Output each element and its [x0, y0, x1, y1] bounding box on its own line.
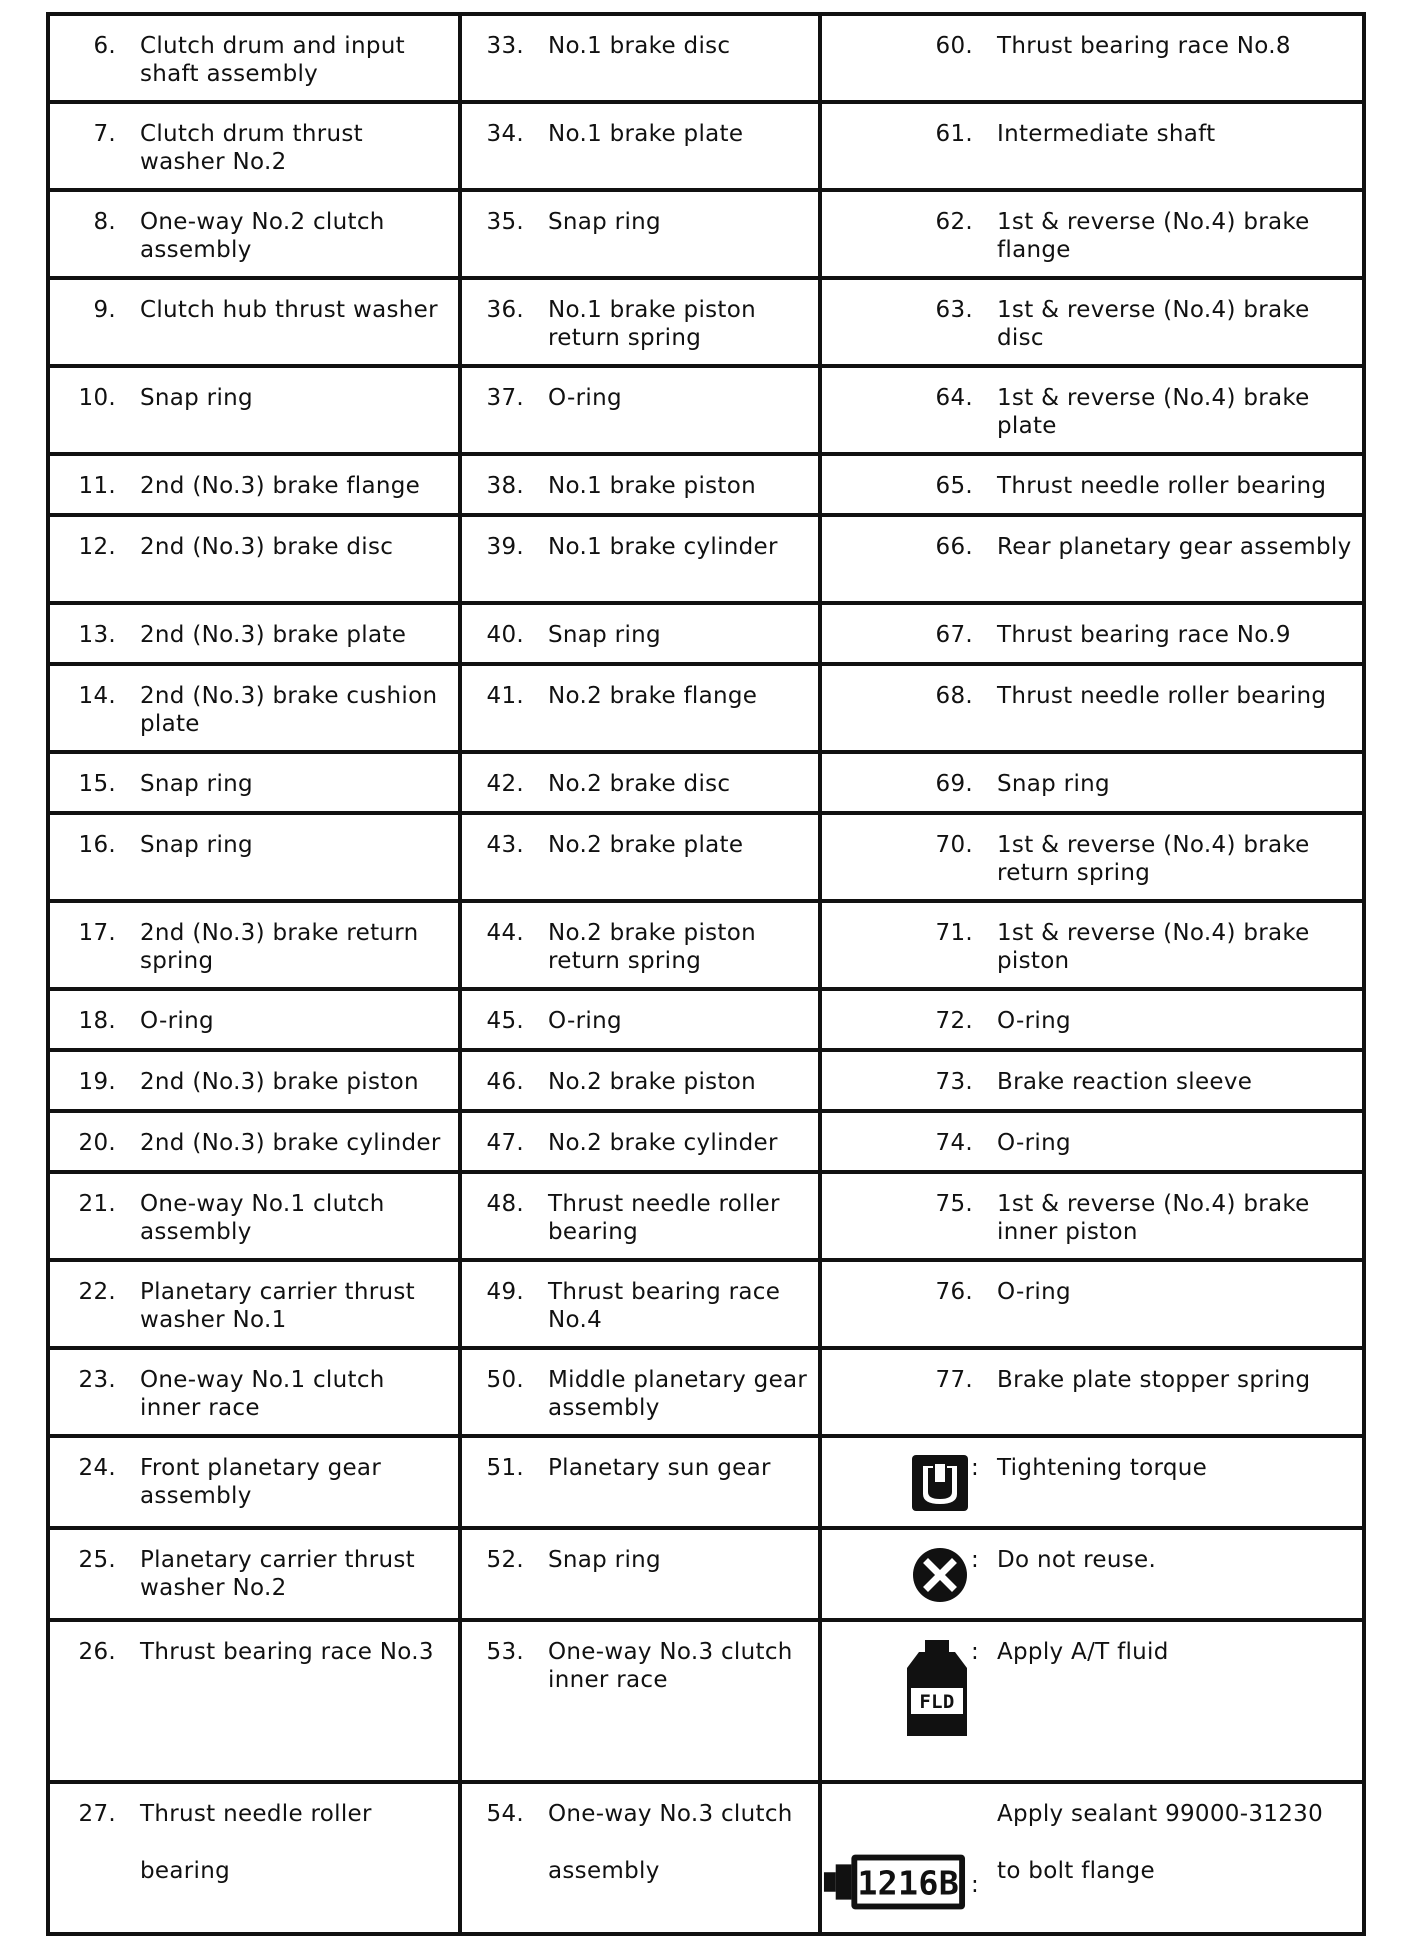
item-label: 2nd (No.3) brake flange	[140, 473, 421, 499]
wrench-icon	[822, 1454, 997, 1522]
item-number: 62.	[935, 209, 973, 235]
item-label: 1st & reverse (No.4) brake disc	[997, 297, 1310, 351]
table-cell	[820, 102, 1364, 190]
table-cell	[820, 454, 1364, 515]
table-cell	[48, 813, 460, 901]
table-cell	[820, 190, 1364, 278]
item-number: 20.	[78, 1130, 116, 1156]
item-label: Thrust bearing race No.9	[997, 622, 1291, 648]
symbol-colon: :	[970, 1872, 979, 1898]
item-number: 75.	[935, 1191, 973, 1217]
table-cell	[820, 515, 1364, 603]
item-number: 15.	[78, 771, 116, 797]
item-label: No.1 brake plate	[548, 121, 744, 147]
item-label: No.2 brake disc	[548, 771, 731, 797]
table-cell	[48, 603, 460, 664]
symbol-label: Do not reuse.	[997, 1547, 1157, 1573]
item-label: O-ring	[997, 1279, 1071, 1305]
item-label: No.2 brake plate	[548, 832, 744, 858]
item-label: One-way No.1 clutch assembly	[140, 1191, 385, 1245]
item-label: Snap ring	[997, 771, 1110, 797]
item-label: 1st & reverse (No.4) brake piston	[997, 920, 1310, 974]
item-label: 1st & reverse (No.4) brake plate	[997, 385, 1310, 439]
table-row	[48, 1050, 1364, 1111]
table-cell	[48, 1172, 460, 1260]
table-row	[48, 366, 1364, 454]
item-number: 19.	[78, 1069, 116, 1095]
item-label: One-way No.1 clutch inner race	[140, 1367, 385, 1421]
item-number: 37.	[486, 385, 524, 411]
item-label: 2nd (No.3) brake cushion plate	[140, 683, 438, 737]
item-number: 52.	[486, 1547, 524, 1573]
table-row	[48, 603, 1364, 664]
item-number: 22.	[78, 1279, 116, 1305]
item-number: 12.	[78, 534, 116, 560]
item-label: One-way No.2 clutch assembly	[140, 209, 385, 263]
item-label: Thrust bearing race No.3	[140, 1639, 434, 1665]
item-label: 2nd (No.3) brake disc	[140, 534, 394, 560]
table-cell	[48, 1782, 460, 1934]
item-number: 71.	[935, 920, 973, 946]
item-number: 23.	[78, 1367, 116, 1393]
item-label: Snap ring	[548, 622, 661, 648]
table-row	[48, 454, 1364, 515]
table-cell	[48, 752, 460, 813]
item-label: O-ring	[548, 1008, 622, 1034]
parts-table-body	[48, 14, 1364, 1934]
item-number: 53.	[486, 1639, 524, 1665]
item-number: 68.	[935, 683, 973, 709]
table-row	[48, 515, 1364, 603]
item-label: No.2 brake piston	[548, 1069, 756, 1095]
table-cell	[460, 1172, 820, 1260]
item-number: 74.	[935, 1130, 973, 1156]
table-row	[48, 1111, 1364, 1172]
item-number: 63.	[935, 297, 973, 323]
item-number: 39.	[486, 534, 524, 560]
item-label: 2nd (No.3) brake cylinder	[140, 1130, 441, 1156]
item-label: Thrust bearing race No.8	[997, 33, 1291, 59]
item-number: 76.	[935, 1279, 973, 1305]
table-cell	[48, 1620, 460, 1782]
table-cell	[48, 1111, 460, 1172]
table-cell	[48, 1260, 460, 1348]
item-number: 16.	[78, 832, 116, 858]
item-number: 45.	[486, 1008, 524, 1034]
table-cell	[460, 989, 820, 1050]
item-number: 64.	[935, 385, 973, 411]
table-row	[48, 989, 1364, 1050]
item-number: 25.	[78, 1547, 116, 1573]
table-cell	[48, 102, 460, 190]
item-number: 18.	[78, 1008, 116, 1034]
item-number: 54.	[486, 1801, 524, 1827]
table-cell	[460, 1348, 820, 1436]
item-label: Planetary sun gear	[548, 1455, 771, 1481]
table-cell	[460, 14, 820, 102]
svg-text:FLD: FLD	[919, 1691, 955, 1713]
item-number: 66.	[935, 534, 973, 560]
item-label: Snap ring	[140, 771, 253, 797]
item-number: 24.	[78, 1455, 116, 1481]
table-cell	[48, 1528, 460, 1620]
table-cell	[48, 14, 460, 102]
svg-text:1216B: 1216B	[857, 1863, 960, 1903]
item-label: No.2 brake flange	[548, 683, 758, 709]
item-number: 40.	[486, 622, 524, 648]
table-cell	[820, 603, 1364, 664]
table-cell	[820, 1348, 1364, 1436]
item-number: 10.	[78, 385, 116, 411]
item-label: Rear planetary gear assembly	[997, 534, 1352, 560]
table-cell	[460, 664, 820, 752]
item-number: 8.	[93, 209, 116, 235]
table-cell	[460, 190, 820, 278]
item-label: 1st & reverse (No.4) brake inner piston	[997, 1191, 1310, 1245]
table-cell	[48, 190, 460, 278]
item-number: 49.	[486, 1279, 524, 1305]
table-cell	[48, 278, 460, 366]
item-label: No.1 brake cylinder	[548, 534, 778, 560]
item-label: One-way No.3 clutch inner race	[548, 1639, 793, 1693]
table-cell	[460, 813, 820, 901]
item-label: Snap ring	[548, 1547, 661, 1573]
table-cell	[48, 1050, 460, 1111]
item-label: Intermediate shaft	[997, 121, 1216, 147]
table-cell	[48, 1436, 460, 1528]
table-cell	[820, 1111, 1364, 1172]
table-cell	[460, 1528, 820, 1620]
item-label: No.1 brake piston	[548, 473, 756, 499]
table-cell	[820, 1436, 1364, 1528]
item-label: Thrust needle roller bearing	[548, 1191, 780, 1245]
table-cell	[820, 664, 1364, 752]
item-number: 65.	[935, 473, 973, 499]
item-number: 70.	[935, 832, 973, 858]
item-label: O-ring	[997, 1008, 1071, 1034]
table-cell	[460, 1782, 820, 1934]
item-label: 2nd (No.3) brake plate	[140, 622, 407, 648]
item-number: 21.	[78, 1191, 116, 1217]
table-cell	[460, 1620, 820, 1782]
item-number: 36.	[486, 297, 524, 323]
table-row	[48, 1782, 1364, 1934]
table-cell	[460, 1050, 820, 1111]
item-label: Thrust needle roller bearing	[997, 683, 1327, 709]
item-label: Clutch drum thrust washer No.2	[140, 121, 363, 175]
item-label: Snap ring	[140, 385, 253, 411]
item-number: 73.	[935, 1069, 973, 1095]
item-number: 6.	[93, 33, 116, 59]
item-label: No.2 brake piston return spring	[548, 920, 756, 974]
item-number: 44.	[486, 920, 524, 946]
table-cell	[820, 901, 1364, 989]
table-cell	[820, 1050, 1364, 1111]
table-cell	[460, 515, 820, 603]
item-label: 2nd (No.3) brake piston	[140, 1069, 419, 1095]
table-cell	[820, 14, 1364, 102]
item-number: 41.	[486, 683, 524, 709]
table-row	[48, 901, 1364, 989]
item-number: 33.	[486, 33, 524, 59]
table-row	[48, 1260, 1364, 1348]
table-cell	[460, 278, 820, 366]
table-cell	[820, 752, 1364, 813]
item-label: No.1 brake piston return spring	[548, 297, 756, 351]
table-cell	[820, 813, 1364, 901]
table-row	[48, 813, 1364, 901]
item-number: 77.	[935, 1367, 973, 1393]
table-row	[48, 1172, 1364, 1260]
item-label: Snap ring	[140, 832, 253, 858]
item-label: Brake plate stopper spring	[997, 1367, 1311, 1393]
item-number: 69.	[935, 771, 973, 797]
item-label: 1st & reverse (No.4) brake flange	[997, 209, 1310, 263]
item-number: 46.	[486, 1069, 524, 1095]
table-cell	[460, 1260, 820, 1348]
table-cell	[820, 278, 1364, 366]
item-label: Middle planetary gear assembly	[548, 1367, 808, 1421]
symbol-colon: :	[970, 1547, 979, 1573]
table-cell	[460, 1436, 820, 1528]
table-cell	[820, 366, 1364, 454]
symbol-colon: :	[970, 1455, 979, 1481]
table-row	[48, 190, 1364, 278]
table-row	[48, 1348, 1364, 1436]
table-cell	[48, 366, 460, 454]
table-cell	[48, 901, 460, 989]
item-label: O-ring	[140, 1008, 214, 1034]
item-label: Front planetary gear assembly	[140, 1455, 382, 1509]
item-number: 11.	[78, 473, 116, 499]
table-cell	[48, 515, 460, 603]
table-cell	[820, 1782, 1364, 1934]
item-label: One-way No.3 clutch assembly	[548, 1801, 793, 1884]
item-number: 27.	[78, 1801, 116, 1827]
table-cell	[48, 1348, 460, 1436]
item-number: 60.	[935, 33, 973, 59]
table-cell	[820, 1528, 1364, 1620]
item-label: O-ring	[997, 1130, 1071, 1156]
item-number: 17.	[78, 920, 116, 946]
sealant-tube-icon	[822, 1786, 997, 1914]
table-row	[48, 1620, 1364, 1782]
table-row	[48, 278, 1364, 366]
fluid-bottle-icon	[822, 1638, 997, 1776]
item-number: 48.	[486, 1191, 524, 1217]
item-label: Clutch drum and input shaft assembly	[140, 33, 405, 87]
table-row	[48, 14, 1364, 102]
item-number: 42.	[486, 771, 524, 797]
table-cell	[460, 1111, 820, 1172]
item-number: 14.	[78, 683, 116, 709]
table-cell	[48, 454, 460, 515]
item-number: 67.	[935, 622, 973, 648]
table-cell	[820, 1620, 1364, 1782]
table-row	[48, 664, 1364, 752]
item-label: No.1 brake disc	[548, 33, 731, 59]
table-cell	[820, 1260, 1364, 1348]
item-number: 43.	[486, 832, 524, 858]
do-not-reuse-icon	[822, 1546, 997, 1614]
table-row	[48, 752, 1364, 813]
table-cell	[460, 454, 820, 515]
item-number: 72.	[935, 1008, 973, 1034]
table-cell	[460, 603, 820, 664]
table-cell	[460, 901, 820, 989]
parts-table	[46, 12, 1366, 1936]
item-number: 35.	[486, 209, 524, 235]
item-label: Clutch hub thrust washer	[140, 297, 438, 323]
item-label: Brake reaction sleeve	[997, 1069, 1253, 1095]
item-number: 9.	[93, 297, 116, 323]
table-row	[48, 1528, 1364, 1620]
item-label: O-ring	[548, 385, 622, 411]
symbol-label: Apply sealant 99000-31230 to bolt flange	[997, 1801, 1323, 1884]
symbol-label: Tightening torque	[997, 1455, 1208, 1481]
table-cell	[460, 102, 820, 190]
item-label: Snap ring	[548, 209, 661, 235]
item-number: 50.	[486, 1367, 524, 1393]
item-number: 61.	[935, 121, 973, 147]
item-number: 51.	[486, 1455, 524, 1481]
item-label: Planetary carrier thrust washer No.1	[140, 1279, 415, 1333]
symbol-colon: :	[970, 1639, 979, 1665]
item-label: No.2 brake cylinder	[548, 1130, 778, 1156]
symbol-label: Apply A/T fluid	[997, 1639, 1169, 1665]
item-number: 34.	[486, 121, 524, 147]
item-label: Thrust needle roller bearing	[140, 1801, 372, 1884]
table-cell	[820, 1172, 1364, 1260]
item-number: 47.	[486, 1130, 524, 1156]
item-number: 13.	[78, 622, 116, 648]
item-number: 26.	[78, 1639, 116, 1665]
table-row	[48, 102, 1364, 190]
item-label: 2nd (No.3) brake return spring	[140, 920, 419, 974]
table-cell	[48, 989, 460, 1050]
table-cell	[820, 989, 1364, 1050]
item-number: 7.	[93, 121, 116, 147]
table-cell	[460, 366, 820, 454]
item-label: Thrust bearing race No.4	[548, 1279, 781, 1333]
item-label: Planetary carrier thrust washer No.2	[140, 1547, 415, 1601]
table-row	[48, 1436, 1364, 1528]
table-cell	[48, 664, 460, 752]
item-label: Thrust needle roller bearing	[997, 473, 1327, 499]
item-number: 38.	[486, 473, 524, 499]
table-cell	[460, 752, 820, 813]
item-label: 1st & reverse (No.4) brake return spring	[997, 832, 1310, 886]
